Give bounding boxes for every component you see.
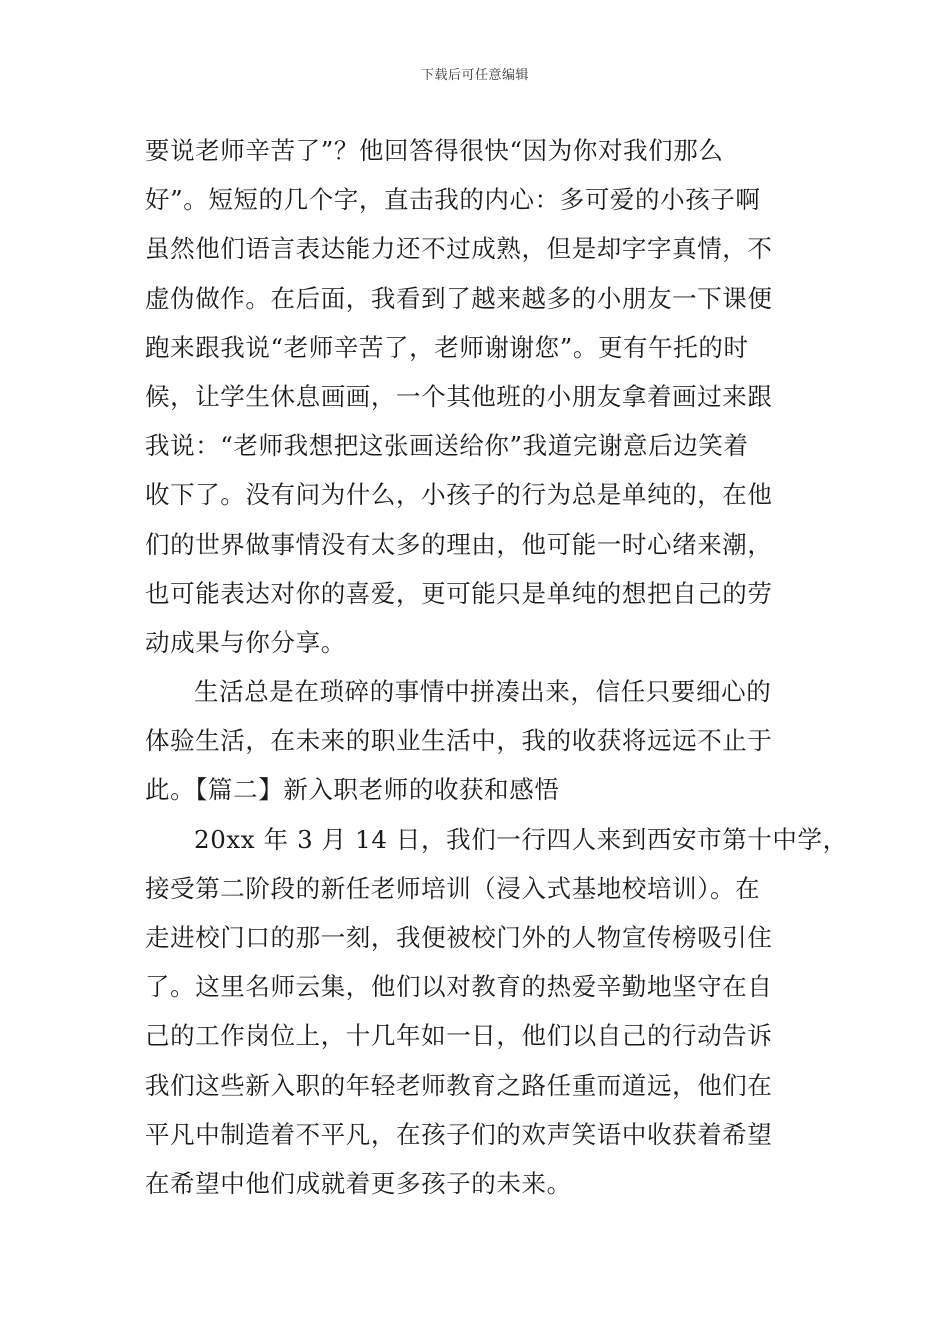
text-line: 要说老师辛苦了”？他回答得很快“因为你对我们那么 <box>145 136 724 165</box>
text-line: 好”。短短的几个字，直击我的内心：多可爱的小孩子啊 <box>145 185 761 215</box>
paragraph-first-line: 生活总是在琐碎的事情中拼凑出来，信任只要细心的 <box>194 677 772 707</box>
text-line: 动成果与你分享。 <box>145 627 346 657</box>
text-line: 虽然他们语言表达能力还不过成熟，但是却字字真情，不 <box>145 234 773 264</box>
text-line: 体验生活，在未来的职业生活中，我的收获将远远不止于 <box>145 726 773 756</box>
text-line: 己的工作岗位上，十几年如一日，他们以自己的行动告诉 <box>145 1021 773 1051</box>
text-line: 接受第二阶段的新任老师培训（浸入式基地校培训）。在 <box>145 873 761 903</box>
text-line: 了。这里名师云集，他们以对教育的热爱辛勤地坚守在自 <box>145 972 773 1002</box>
text-line: 们的世界做事情没有太多的理由，他可能一时心绪来潮， <box>145 529 773 559</box>
text-line: 平凡中制造着不平凡，在孩子们的欢声笑语中收获着希望 <box>145 1119 773 1149</box>
section-heading-line: 此。【篇二】新入职老师的收获和感悟 <box>145 775 560 805</box>
text-line: 我们这些新入职的年轻老师教育之路任重而道远，他们在 <box>145 1070 773 1100</box>
text-line: 收下了。没有问为什么，小孩子的行为总是单纯的，在他 <box>145 480 773 510</box>
text-line: 也可能表达对你的喜爱，更可能只是单纯的想把自己的劳 <box>145 578 773 608</box>
page-header: 下载后可任意编辑 <box>420 68 529 83</box>
text-line: 跑来跟我说“老师辛苦了，老师谢谢您”。更有午托的时 <box>145 332 749 362</box>
text-line: 走进校门口的那一刻，我便被校门外的人物宣传榜吸引住 <box>145 923 773 952</box>
text-line: 候，让学生休息画画，一个其他班的小朋友拿着画过来跟 <box>145 381 773 411</box>
text-line: 虚伪做作。在后面，我看到了越来越多的小朋友一下课便 <box>145 283 773 313</box>
document-body <box>145 126 848 1208</box>
paragraph-first-line: 20xx 年 3 月 14 日，我们一行四人来到西安市第十中学， <box>194 824 848 854</box>
text-line: 在希望中他们成就着更多孩子的未来。 <box>145 1168 572 1198</box>
text-line: 我说：“老师我想把这张画送给你”我道完谢意后边笑着 <box>145 431 749 461</box>
